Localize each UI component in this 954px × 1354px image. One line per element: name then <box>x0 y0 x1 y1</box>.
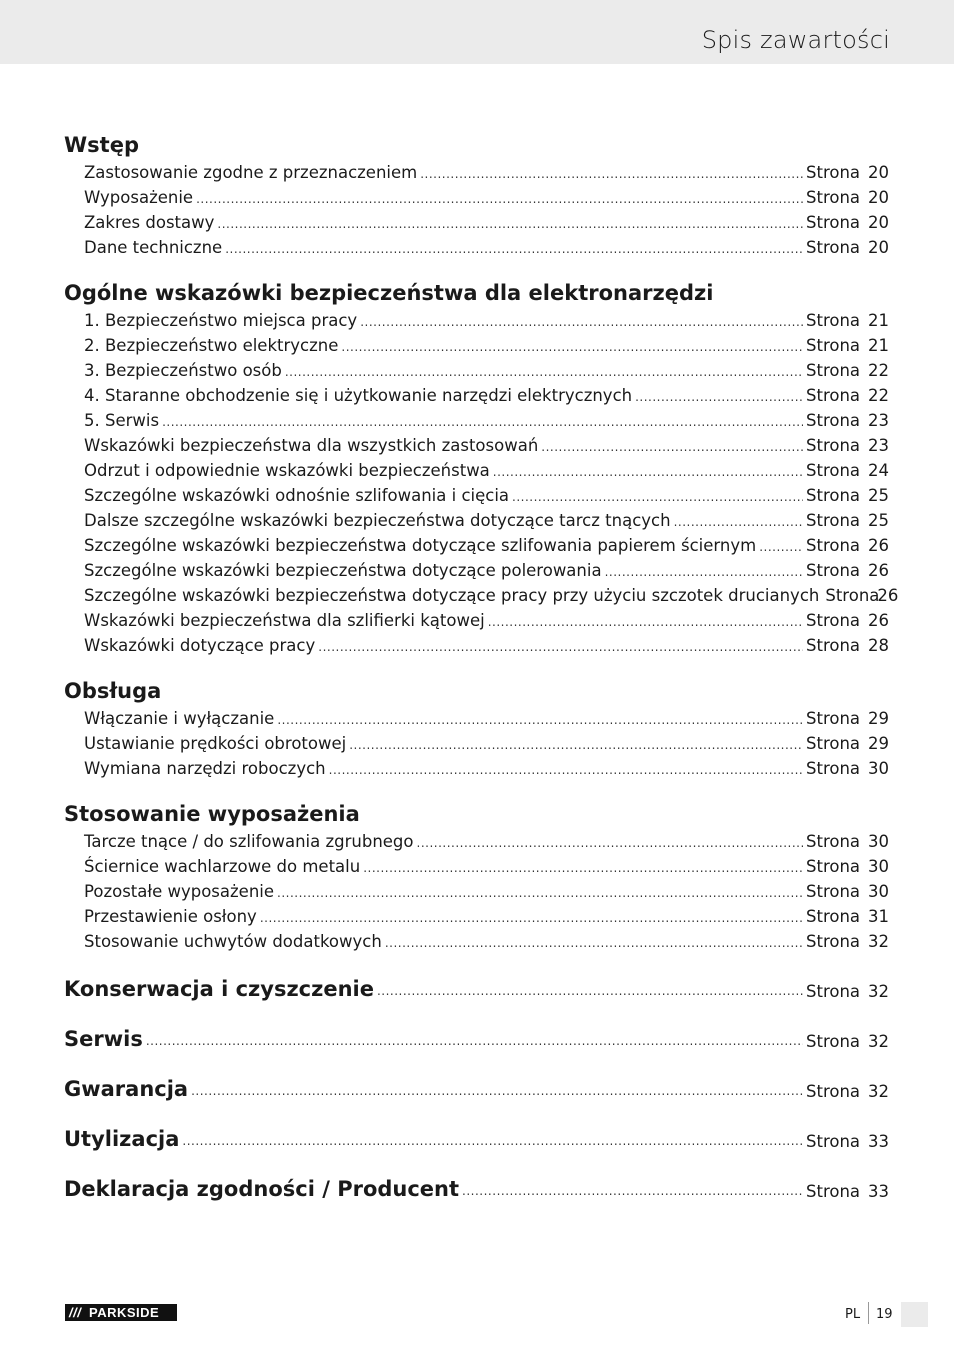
dot-leader <box>363 856 803 881</box>
toc-entry[interactable] <box>64 533 889 558</box>
dot-leader <box>360 310 803 335</box>
toc-entry[interactable] <box>64 210 889 235</box>
toc-entry-title: Zakres dostawy <box>84 213 215 232</box>
page-ref: 33 <box>868 1182 889 1201</box>
toc-entry-title: Szczególne wskazówki bezpieczeństwa dotyczące polerowania <box>84 561 602 580</box>
toc-entry[interactable] <box>64 608 889 633</box>
page-ref: 32 <box>868 1082 889 1101</box>
toc-entry-title: Konserwacja i czyszczenie <box>64 977 374 1001</box>
page-title: Spis zawartości <box>701 26 890 54</box>
toc-entry[interactable] <box>64 879 889 904</box>
page-ref: 26 <box>868 561 889 580</box>
toc-entry[interactable] <box>64 333 889 358</box>
toc-entry-title: Deklaracja zgodności / Producent <box>64 1177 460 1201</box>
page-ref: 24 <box>868 461 889 480</box>
dot-leader <box>329 758 803 783</box>
dot-leader <box>605 560 803 585</box>
page-label: Strona <box>806 907 861 926</box>
toc-entry[interactable] <box>64 185 889 210</box>
page-ref: 22 <box>868 361 889 380</box>
toc-entry[interactable] <box>64 308 889 333</box>
toc-chapter-entry[interactable] <box>64 1104 889 1154</box>
toc-entry-title: Wskazówki dotyczące pracy <box>84 636 316 655</box>
toc-section <box>64 799 889 954</box>
dot-leader <box>260 906 803 931</box>
page-ref: 23 <box>868 436 889 455</box>
toc-entry-title: 5. Serwis <box>84 411 160 430</box>
dot-leader <box>377 979 803 1004</box>
brand-logo: /// PARKSIDE <box>65 1304 177 1321</box>
page-label: Strona <box>806 709 861 728</box>
page-ref: 30 <box>868 832 889 851</box>
dot-leader <box>277 708 803 733</box>
toc-chapter-entry[interactable] <box>64 1004 889 1054</box>
dot-leader <box>341 335 803 360</box>
dot-leader <box>349 733 803 758</box>
page-tab-box <box>901 1302 928 1327</box>
toc-entry[interactable] <box>64 558 889 583</box>
toc-entry[interactable] <box>64 160 889 185</box>
page-ref: 25 <box>868 486 889 505</box>
section-heading[interactable]: Stosowanie wyposażenia <box>64 802 360 826</box>
dot-leader <box>417 831 804 856</box>
toc-entry-title: Szczególne wskazówki odnośnie szlifowania i cięcia <box>84 486 510 505</box>
page-label: Strona <box>806 486 861 505</box>
dot-leader <box>512 485 803 510</box>
page-label: Strona <box>806 311 861 330</box>
page-ref: 20 <box>868 238 889 257</box>
page-ref: 26 <box>868 611 889 630</box>
toc-entry-title: Gwarancja <box>64 1077 189 1101</box>
page-label: Strona <box>806 386 861 405</box>
page-label: Strona <box>806 561 861 580</box>
page-ref: 26 <box>868 536 889 555</box>
toc-entry[interactable] <box>64 633 889 658</box>
page-label: Strona <box>806 238 861 257</box>
page-label: Strona <box>806 336 861 355</box>
dot-leader <box>217 212 803 237</box>
page-label: Strona <box>806 436 861 455</box>
toc-entry[interactable] <box>64 483 889 508</box>
page-label: Strona <box>806 1182 861 1201</box>
page-label: Strona <box>806 163 861 182</box>
toc-entry-title: Szczególne wskazówki bezpieczeństwa dotyczące pracy przy użyciu szczotek drucianych <box>84 586 820 605</box>
dot-leader <box>196 187 803 212</box>
toc-entry[interactable] <box>64 583 899 608</box>
toc-entry-title: Wskazówki bezpieczeństwa dla szlifierki kątowej <box>84 611 485 630</box>
page-ref: 30 <box>868 857 889 876</box>
page-ref: 20 <box>868 188 889 207</box>
toc-entry-title: Wskazówki bezpieczeństwa dla wszystkich zastosowań <box>84 436 539 455</box>
page-ref: 30 <box>868 759 889 778</box>
page-label: Strona <box>806 611 861 630</box>
dot-leader <box>674 510 803 535</box>
toc-chapter-entry[interactable] <box>64 954 889 1004</box>
dot-leader <box>759 535 803 560</box>
page-label: Strona <box>806 1082 861 1101</box>
toc-entry-title: 2. Bezpieczeństwo elektryczne <box>84 336 339 355</box>
dot-leader <box>635 385 803 410</box>
dot-leader <box>462 1179 803 1204</box>
toc-entry[interactable] <box>64 829 889 854</box>
toc-entry-title: 1. Bezpieczeństwo miejsca pracy <box>84 311 358 330</box>
page-ref: 30 <box>868 882 889 901</box>
page-ref: 31 <box>868 907 889 926</box>
page-label: Strona <box>806 511 861 530</box>
toc-entry-title: Włączanie i wyłączanie <box>84 709 275 728</box>
dot-leader <box>146 1029 803 1054</box>
dot-leader <box>420 162 803 187</box>
toc-entry[interactable] <box>64 731 889 756</box>
toc-entry[interactable] <box>64 756 889 781</box>
page-ref: 32 <box>868 1032 889 1051</box>
toc-section <box>64 278 899 658</box>
page-ref: 26 <box>877 586 899 605</box>
toc-section <box>64 130 889 260</box>
dot-leader <box>285 360 803 385</box>
toc-entry[interactable] <box>64 706 889 731</box>
page-ref: 23 <box>868 411 889 430</box>
toc-entry[interactable] <box>64 854 889 879</box>
page-ref: 20 <box>868 163 889 182</box>
toc-entry[interactable] <box>64 383 889 408</box>
toc-entry[interactable] <box>64 929 889 954</box>
toc-entry-title: Serwis <box>64 1027 143 1051</box>
page-ref: 29 <box>868 709 889 728</box>
page-label: Strona <box>806 361 861 380</box>
page-ref: 32 <box>868 982 889 1001</box>
toc-entry[interactable] <box>64 458 889 483</box>
dot-leader <box>488 610 803 635</box>
toc-chapter-entry[interactable] <box>64 1054 889 1104</box>
toc-section <box>64 676 889 781</box>
dot-leader <box>318 635 803 660</box>
dot-leader <box>541 435 803 460</box>
toc-entry-title: Wyposażenie <box>84 188 194 207</box>
toc-entry-title: Dane techniczne <box>84 238 223 257</box>
toc-entry-title: Utylizacja <box>64 1127 180 1151</box>
toc-entry-title: 4. Staranne obchodzenie się i użytkowanie narzędzi elektrycznych <box>84 386 633 405</box>
page-ref: 25 <box>868 511 889 530</box>
page-ref: 33 <box>868 1132 889 1151</box>
language-code: PL <box>845 1307 861 1322</box>
dot-leader <box>225 237 803 262</box>
page-number: 19 <box>876 1307 893 1322</box>
toc-entry-title: Szczególne wskazówki bezpieczeństwa dotyczące szlifowania papierem ściernym <box>84 536 757 555</box>
page-label: Strona <box>806 1132 861 1151</box>
page-ref: 32 <box>868 932 889 951</box>
page-ref: 28 <box>868 636 889 655</box>
page-label: Strona <box>806 982 861 1001</box>
page-label: Strona <box>806 882 861 901</box>
page-label: Strona <box>806 759 861 778</box>
toc-entry-title: Przestawienie osłony <box>84 907 257 926</box>
page-label: Strona <box>806 411 861 430</box>
section-heading[interactable]: Obsługa <box>64 679 162 703</box>
page-label: Strona <box>806 636 861 655</box>
page-label: Strona <box>806 188 861 207</box>
page-label: Strona <box>806 734 861 753</box>
toc-entry-title: Tarcze tnące / do szlifowania zgrubnego <box>84 832 414 851</box>
footer-divider <box>868 1302 869 1324</box>
section-heading[interactable]: Wstęp <box>64 133 139 157</box>
toc-entry-title: Pozostałe wyposażenie <box>84 882 275 901</box>
page-label: Strona <box>806 832 861 851</box>
toc-entry[interactable] <box>64 408 889 433</box>
toc-entry[interactable] <box>64 433 889 458</box>
page-label: Strona <box>806 932 861 951</box>
toc-entry-title: Wymiana narzędzi roboczych <box>84 759 326 778</box>
dot-leader <box>277 881 803 906</box>
toc-entry-title: Stosowanie uchwytów dodatkowych <box>84 932 382 951</box>
page-ref: 20 <box>868 213 889 232</box>
toc-entry-title: Zastosowanie zgodne z przeznaczeniem <box>84 163 418 182</box>
dot-leader <box>162 410 803 435</box>
page-label: Strona <box>806 536 861 555</box>
page-label: Strona <box>806 213 861 232</box>
table-of-contents <box>64 130 899 1204</box>
page-ref: 29 <box>868 734 889 753</box>
section-heading[interactable]: Ogólne wskazówki bezpieczeństwa dla elektronarzędzi <box>64 281 714 305</box>
page-ref: 21 <box>868 336 889 355</box>
brand-name: PARKSIDE <box>89 1305 160 1320</box>
page-label: Strona <box>825 586 880 605</box>
page-label: Strona <box>806 461 861 480</box>
toc-entry[interactable] <box>64 508 889 533</box>
toc-entry-title: 3. Bezpieczeństwo osób <box>84 361 282 380</box>
toc-entry-title: Odrzut i odpowiednie wskazówki bezpieczeństwa <box>84 461 490 480</box>
page-label: Strona <box>806 857 861 876</box>
dot-leader <box>493 460 803 485</box>
toc-chapter-entry[interactable] <box>64 1154 889 1204</box>
dot-leader <box>385 931 803 956</box>
toc-entry-title: Ustawianie prędkości obrotowej <box>84 734 347 753</box>
toc-entry-title: Dalsze szczególne wskazówki bezpieczeństwa dotyczące tarcz tnących <box>84 511 671 530</box>
dot-leader <box>182 1129 803 1154</box>
page-ref: 22 <box>868 386 889 405</box>
toc-entry[interactable] <box>64 904 889 929</box>
dot-leader <box>191 1079 803 1104</box>
toc-entry[interactable] <box>64 235 889 260</box>
page-label: Strona <box>806 1032 861 1051</box>
toc-entry-title: Ściernice wachlarzowe do metalu <box>84 857 361 876</box>
toc-entry[interactable] <box>64 358 889 383</box>
page-ref: 21 <box>868 311 889 330</box>
